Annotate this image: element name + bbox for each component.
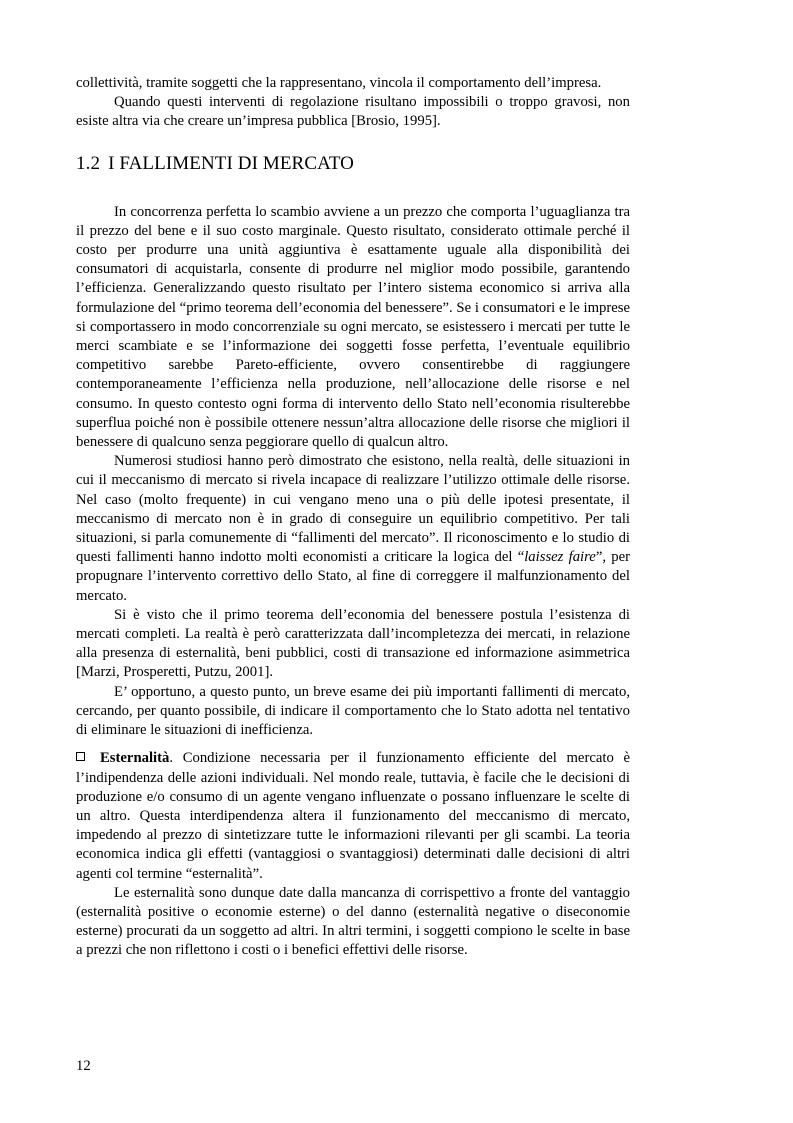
paragraph-externalities-definition: Le esternalità sono dunque date dalla mancanza di corrispettivo a fronte del vantaggio (esternalità positive o economie esterne) o del danno (esternalità negative o diseconomie esterne) procurati da un soggetto ad altri. In altri termini, i soggetti compiono le scelte in base a prezzi che non riflettono i costi o i benefici effettivi delle risorse. xyxy=(76,884,630,959)
paragraph-market-failures xyxy=(76,452,630,606)
section-title: I FALLIMENTI DI MERCATO xyxy=(108,152,355,174)
bullet-externalities xyxy=(76,749,630,883)
market-failures-text-start: Numerosi studiosi hanno però dimostrato che esistono, nella realtà, delle situazioni in cui il meccanismo di mercato si rivela incapace di realizzare l’utilizzo ottimale delle risorse. Nel caso (molto frequente) in cui vengano meno una o più delle ipotesi presentate, il meccanismo di mercato non è in grado di conseguire un equilibrio competitivo. Per tali situazioni, si parla comunemente di “fallimenti del mercato”. Il riconoscimento e lo studio di questi fallimenti hanno indotto molti economisti a criticare la logica del “ xyxy=(76,453,630,566)
market-failures-text-end: ”, per propugnare l’intervento correttivo dello Stato, al fine di correggere il malfunzionamento del mercato. xyxy=(76,549,630,604)
section-heading xyxy=(76,152,630,176)
paragraph-brief-review: E’ opportuno, a questo punto, un breve esame dei più importanti fallimenti di mercato, cercando, per quanto possibile, di indicare il comportamento che lo Stato adotta nel tentativo di eliminare le situazioni di inefficienza. xyxy=(76,683,630,739)
document-page xyxy=(76,74,630,961)
paragraph-perfect-competition: In concorrenza perfetta lo scambio avviene a un prezzo che comporta l’uguaglianza tra il prezzo del bene e il suo costo marginale. Questo risultato, considerato ottimale perché il costo per produrre una unità aggiuntiva è esattamente uguale alla disponibilità dei consumatori di acquistarla, consente di produrre nel miglior modo possibile, garantendo l’efficienza. Generalizzando questo risultato per l’intero sistema economico si arriva alla formulazione del “primo teorema dell’economia del benessere”. Se i consumatori e le imprese si comportassero in modo concorrenziale su ogni mercato, se esistessero i mercati per tutte le merci scambiate e se l’informazione dei soggetti fosse perfetta, l’eventuale equilibrio competitivo sarebbe Pareto-efficiente, ovvero consentirebbe di raggiungere contemporaneamente l’efficienza nella produzione, nell’allocazione delle risorse e nel consumo. In questo contesto ogni forma di intervento dello Stato nell’economia risulterebbe superflua poiché non è possibile ottenere nessun’altra allocazione delle risorse che migliori il benessere di qualcuno senza peggiorare quello di qualcun altro. xyxy=(76,203,630,451)
laissez-faire-term: laissez faire xyxy=(524,549,596,566)
intro-paragraph-continued: collettività, tramite soggetti che la rappresentano, vincola il comportamento dell’impresa. xyxy=(76,75,602,91)
square-bullet-icon xyxy=(76,752,85,761)
intro-paragraph-public-enterprise: Quando questi interventi di regolazione risultano impossibili o troppo gravosi, non esiste altra via che creare un’impresa pubblica [Brosio, 1995]. xyxy=(76,94,630,130)
paragraph-complete-markets: Si è visto che il primo teorema dell’economia del benessere postula l’esistenza di mercati completi. La realtà è però caratterizzata dall’incompletezza dei mercati, in relazione alla presenza di esternalità, beni pubblici, costi di transazione ed informazione asimmetrica [Marzi, Prosperetti, Putzu, 2001]. xyxy=(76,606,630,681)
page-number: 12 xyxy=(76,1058,91,1074)
bullet-text-externalities: . Condizione necessaria per il funzionamento efficiente del mercato è l’indipendenza delle azioni individuali. Nel mondo reale, tuttavia, è facile che le decisioni di produzione e/o consumo di un agente vengano influenzate o possano influenzare le scelte di un altro. Questa interdipendenza altera il funzionamento del meccanismo di mercato, impedendo al prezzo di sintetizzare tutte le informazioni rilevanti per gli scambi. La teoria economica indica gli effetti (vantaggiosi o svantaggiosi) determinati dalle decisioni di altri agenti col termine “esternalità”. xyxy=(76,750,630,882)
section-number: 1.2 xyxy=(76,152,101,174)
bullet-term-externalities: Esternalità xyxy=(100,750,170,767)
